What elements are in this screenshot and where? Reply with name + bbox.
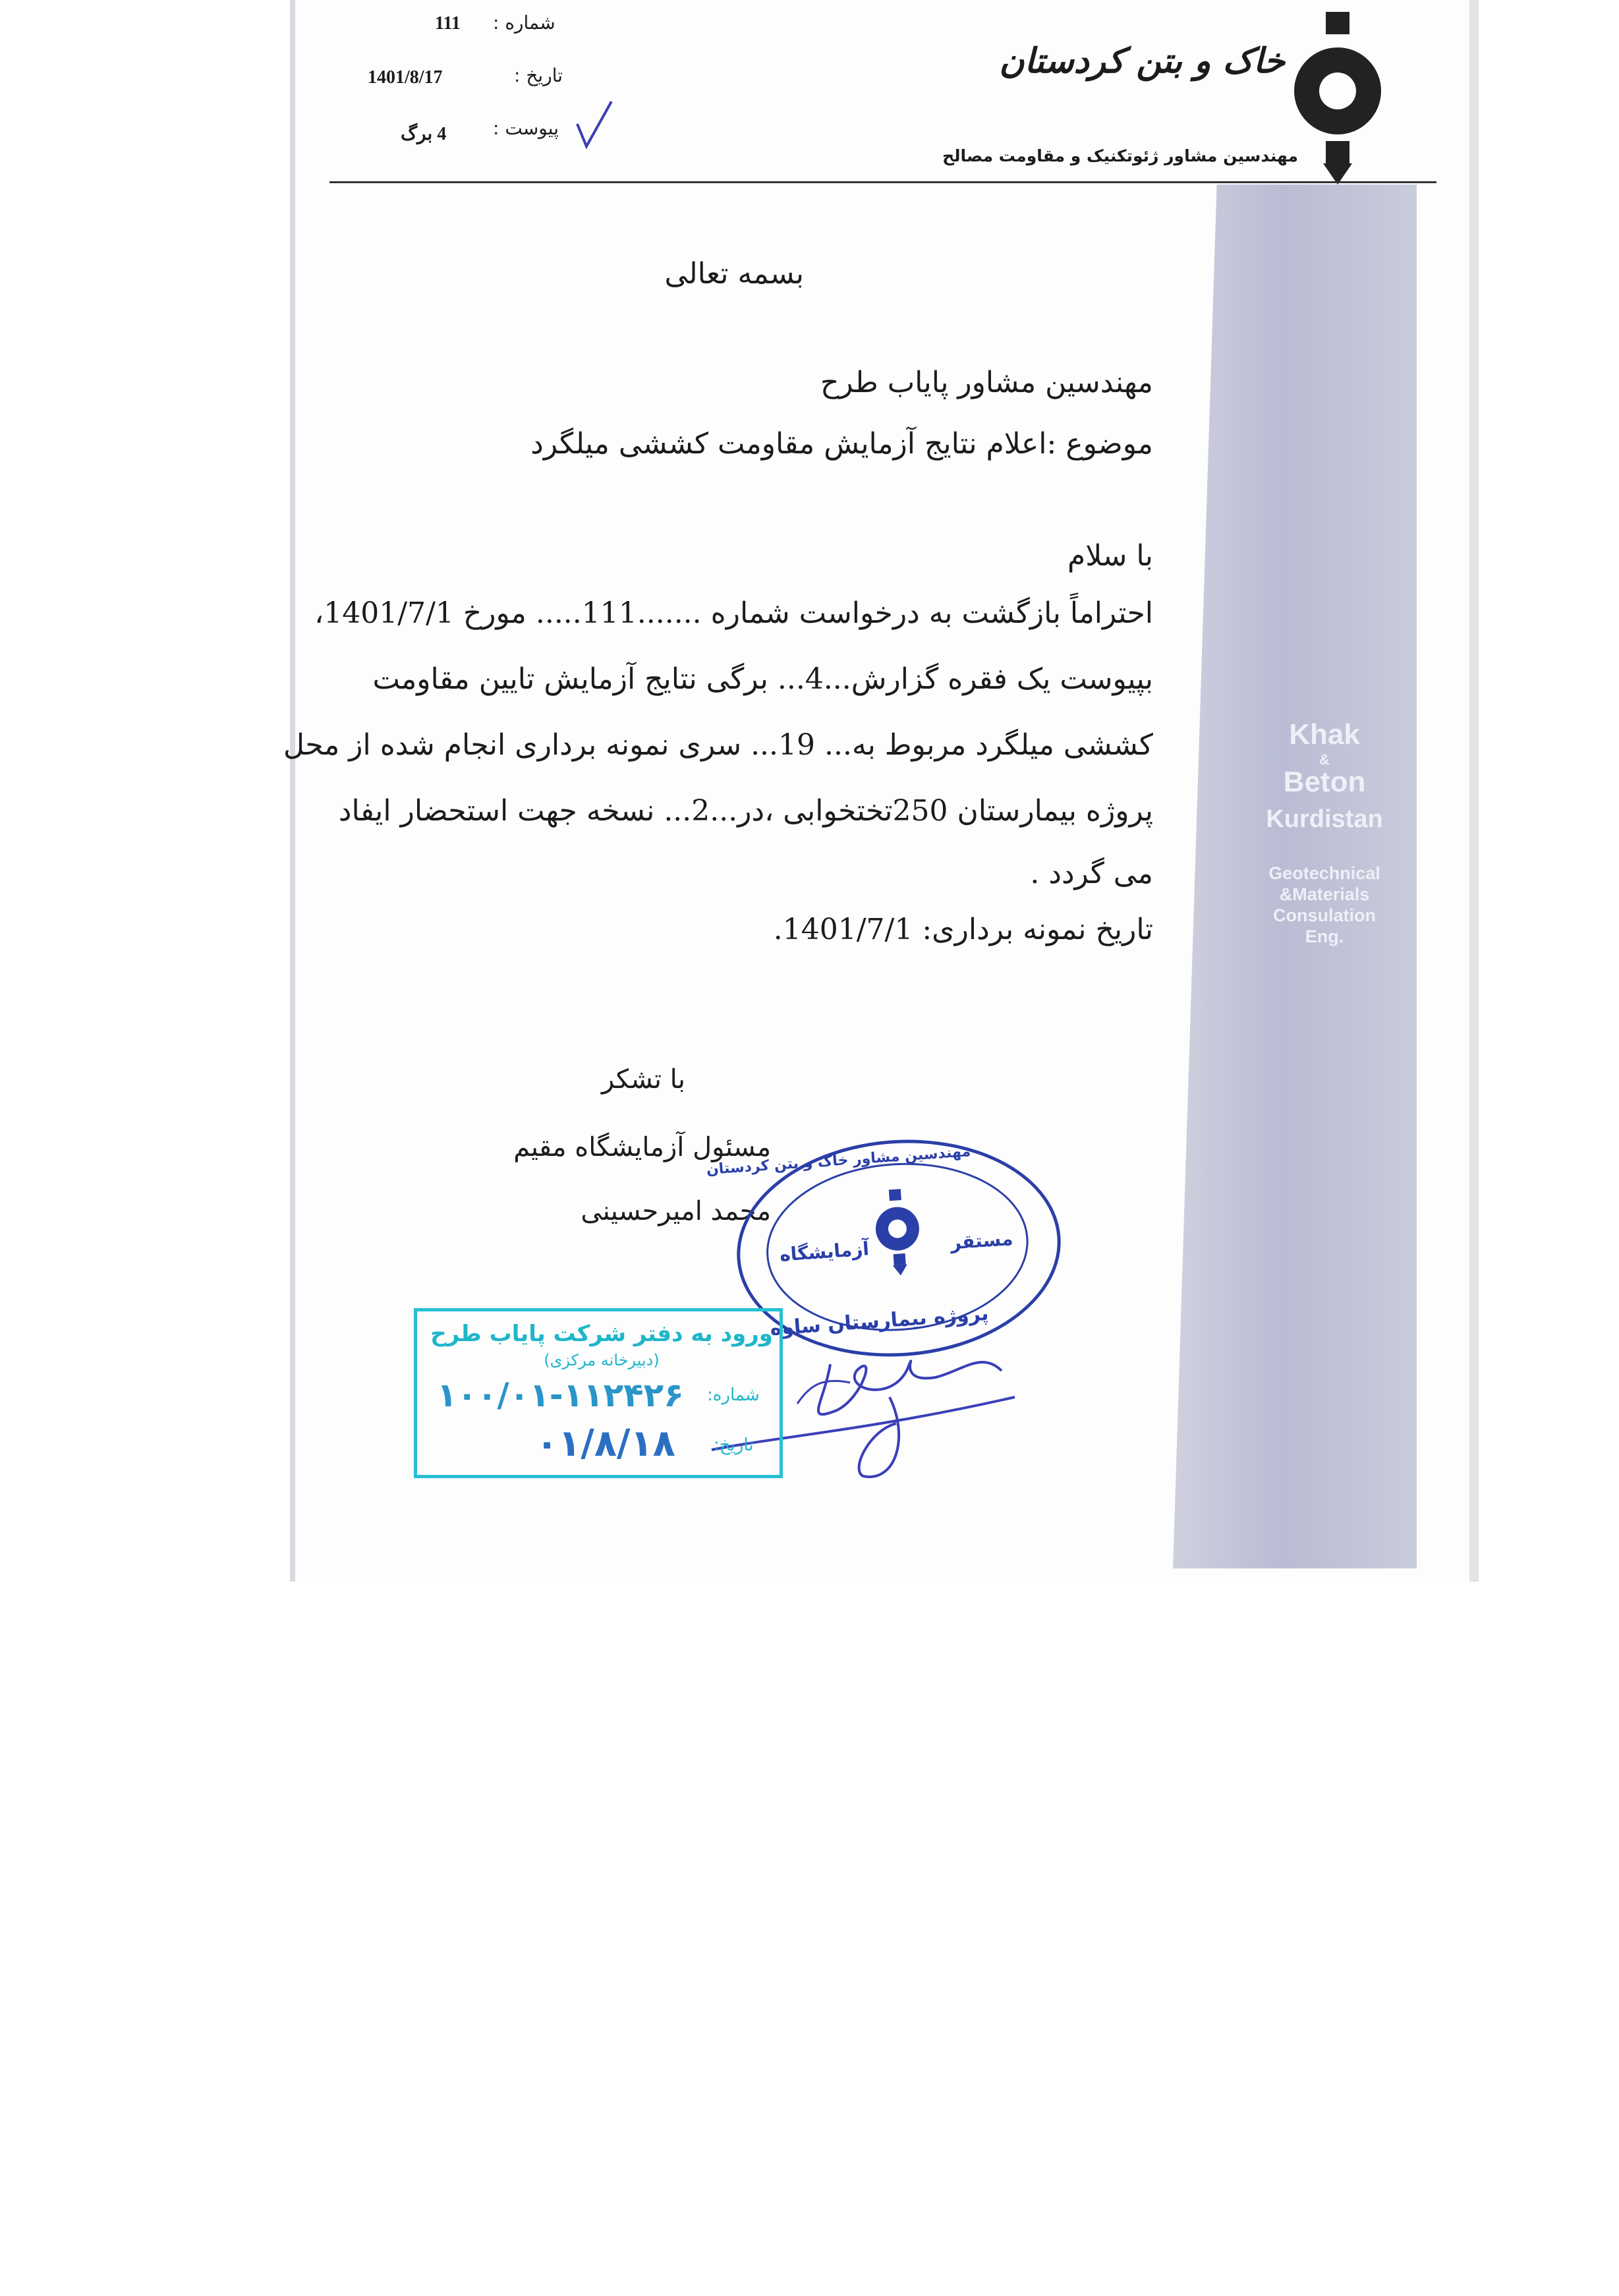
band-text-eng: Eng. — [1305, 927, 1344, 946]
band-text-materials: &Materials — [1279, 884, 1370, 904]
invocation: بسمه تعالی — [664, 257, 804, 291]
body-line: احتراماً بازگشت به درخواست شماره .......111..... مورخ 1401/7/1، — [314, 596, 1153, 630]
subject-line: موضوع :اعلام نتایج آزمایش مقاومت کششی میلگرد — [530, 427, 1153, 461]
entry-stamp-number-value: ۱۰۰/۰۱-۱۱۲۴۲۶ — [437, 1376, 684, 1414]
closing: با تشکر — [601, 1064, 685, 1095]
body-line: می گردد . — [1030, 857, 1153, 890]
lab-stamp-right-text: مستقر — [950, 1227, 1014, 1254]
recipient: مهندسین مشاور پایاب طرح — [820, 366, 1153, 399]
body-line: کششی میلگرد مربوط به... 19... سری نمونه برداری انجام شده از محل — [283, 728, 1153, 762]
lab-stamp-outer-text: مهندسین مشاور خاک و بتن کردستان — [706, 1143, 971, 1179]
band-text-beton: Beton — [1283, 766, 1366, 798]
checkmark-icon — [575, 99, 614, 152]
band-text-kurdistan: Kurdistan — [1266, 805, 1383, 833]
signer-name: محمد امیرحسینی — [581, 1196, 771, 1226]
attachment-value: 4 برگ — [401, 124, 447, 144]
number-value: 111 — [435, 13, 461, 34]
lab-stamp-left-text: آزمایشگاه — [779, 1238, 870, 1266]
entry-stamp-date-value: ۰۱/۸/۱۸ — [536, 1422, 675, 1465]
band-text-consulation: Consulation — [1273, 905, 1376, 925]
company-tagline: مهندسین مشاور ژئوتکنیک و مقاومت مصالح — [942, 146, 1298, 165]
number-label: شماره : — [493, 12, 555, 34]
entry-stamp — [414, 1308, 783, 1478]
entry-stamp-number-label: شماره: — [707, 1385, 760, 1405]
entry-stamp-subtitle: (دبیرخانه مرکزی) — [544, 1351, 660, 1369]
header-divider — [329, 181, 1436, 183]
scan-left-edge — [290, 0, 295, 1582]
lab-stamp-bottom-text: پروژه بیمارستان ساوه — [769, 1302, 990, 1340]
band-text-geotechnical: Geotechnical — [1268, 863, 1380, 883]
body-line: پروژه بیمارستان 250تختخوابی ،در...2... نسخه جهت استحضار ایفاد — [338, 794, 1153, 828]
greeting: با سلام — [1067, 539, 1153, 573]
band-text-khak: Khak — [1289, 718, 1360, 751]
attachment-label: پیوست : — [493, 117, 559, 139]
signer-title: مسئول آزمایشگاه مقیم — [513, 1132, 771, 1162]
company-logo-wordmark: خاک و بتن کردستان — [999, 41, 1285, 81]
sampling-date: تاریخ نمونه برداری: 1401/7/1. — [773, 913, 1153, 946]
lab-stamp-logo-icon — [871, 1182, 924, 1284]
company-logo-icon — [1292, 12, 1384, 185]
body-line: بپیوست یک فقره گزارش...4... برگی نتایج آزمایش تایین مقاومت — [372, 662, 1153, 696]
date-value: 1401/8/17 — [368, 67, 443, 88]
scan-right-edge — [1469, 0, 1479, 1582]
band-text-amp: & — [1319, 751, 1330, 768]
entry-stamp-title: ورود به دفتر شرکت پایاب طرح — [430, 1321, 773, 1347]
entry-stamp-date-label: تاریخ: — [714, 1435, 754, 1455]
date-label: تاریخ : — [514, 65, 563, 86]
